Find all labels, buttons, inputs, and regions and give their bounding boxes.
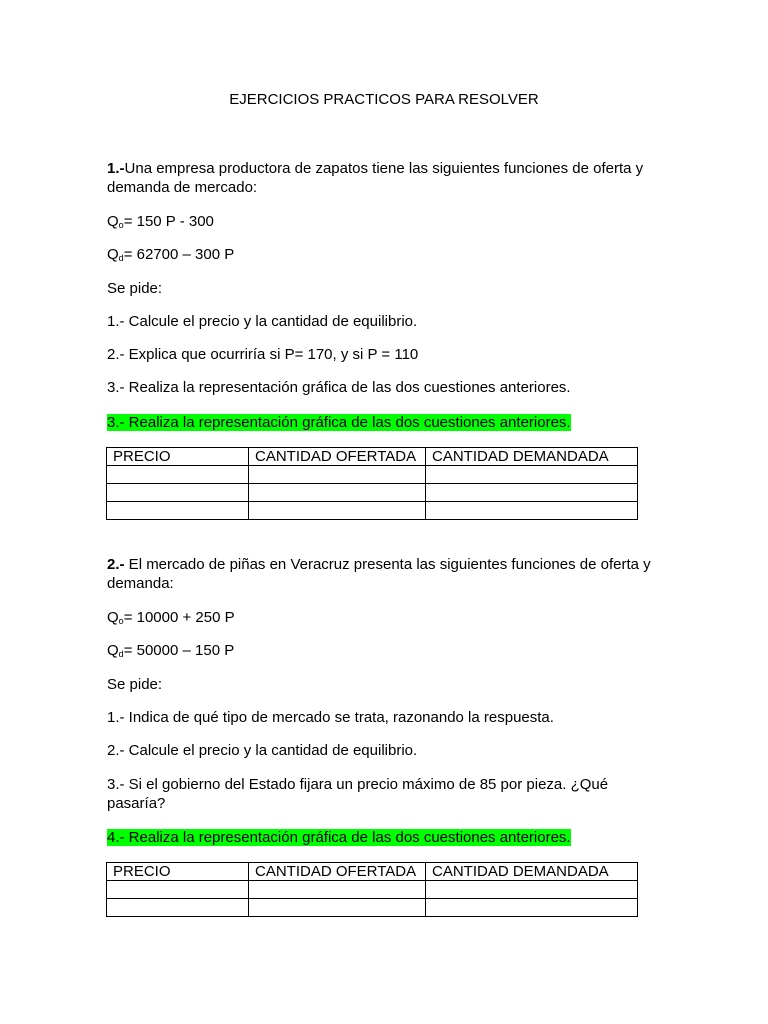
exercise-2-statement	[107, 555, 667, 593]
table-cell[interactable]	[249, 899, 426, 917]
exercise-2-se-pide: Se pide:	[107, 676, 163, 693]
exercise-1-demand-function	[107, 245, 234, 268]
exercise-1-text: Una empresa productora de zapatos tiene las siguientes funciones de oferta y demanda de mercado:	[107, 160, 644, 196]
exercise-2-demand-function	[107, 641, 234, 664]
header-cantidad-demandada: CANTIDAD DEMANDADA	[426, 863, 638, 881]
exercise-2-highlighted-question	[107, 828, 571, 847]
exercise-1-statement	[107, 159, 667, 197]
exercise-2-supply-function	[107, 608, 235, 631]
table-header-row	[107, 863, 638, 881]
table-header-row	[107, 448, 638, 466]
table-row	[107, 881, 638, 899]
exercise-1-number: 1.-	[107, 160, 125, 177]
header-precio: PRECIO	[107, 863, 249, 881]
table-row	[107, 502, 638, 520]
table-cell[interactable]	[107, 466, 249, 484]
exercise-2-question-2: 2.- Calcule el precio y la cantidad de equilibrio.	[107, 742, 418, 759]
supply-expression: = 150 P - 300	[123, 213, 214, 230]
exercise-1-table	[106, 447, 638, 520]
table-cell[interactable]	[426, 899, 638, 917]
exercise-1-question-3: 3.- Realiza la representación gráfica de las dos cuestiones anteriores.	[107, 379, 571, 396]
demand-q: Q	[107, 246, 119, 263]
table-row	[107, 899, 638, 917]
exercise-2-question-3: 3.- Si el gobierno del Estado fijara un precio máximo de 85 por pieza. ¿Qué pasaría?	[107, 776, 609, 812]
demand-expression: = 50000 – 150 P	[123, 642, 235, 659]
supply-subscript: o	[118, 220, 124, 230]
table-cell[interactable]	[107, 484, 249, 502]
table-cell[interactable]	[249, 502, 426, 520]
header-cantidad-demandada: CANTIDAD DEMANDADA	[426, 448, 638, 466]
exercise-2-text: El mercado de piñas en Veracruz presenta las siguientes funciones de oferta y demanda:	[107, 556, 651, 592]
table-cell[interactable]	[249, 466, 426, 484]
exercise-1-question-2: 2.- Explica que ocurriría si P= 170, y si P = 110	[107, 346, 419, 363]
table-cell[interactable]	[426, 484, 638, 502]
supply-subscript: o	[118, 616, 124, 626]
demand-subscript: d	[118, 649, 124, 659]
exercise-1-highlighted-question	[107, 413, 571, 432]
exercise-2-question-1: 1.- Indica de qué tipo de mercado se trata, razonando la respuesta.	[107, 709, 554, 726]
table-cell[interactable]	[426, 881, 638, 899]
supply-expression: = 10000 + 250 P	[123, 609, 235, 626]
table-cell[interactable]	[107, 881, 249, 899]
demand-q: Q	[107, 642, 119, 659]
exercise-1-supply-function	[107, 212, 214, 235]
exercise-2-number: 2.-	[107, 556, 125, 573]
supply-q: Q	[107, 213, 119, 230]
table-row	[107, 484, 638, 502]
exercise-1-question-1: 1.- Calcule el precio y la cantidad de equilibrio.	[107, 313, 418, 330]
table-cell[interactable]	[426, 502, 638, 520]
highlight-text: 4.- Realiza la representación gráfica de las dos cuestiones anteriores.	[107, 829, 571, 846]
header-precio: PRECIO	[107, 448, 249, 466]
table-cell[interactable]	[426, 466, 638, 484]
exercise-2-table	[106, 862, 638, 917]
table-cell[interactable]	[249, 881, 426, 899]
page-title: EJERCICIOS PRACTICOS PARA RESOLVER	[229, 91, 539, 108]
table-cell[interactable]	[249, 484, 426, 502]
header-cantidad-ofertada: CANTIDAD OFERTADA	[249, 448, 426, 466]
highlight-text: 3.- Realiza la representación gráfica de las dos cuestiones anteriores.	[107, 414, 571, 431]
header-cantidad-ofertada: CANTIDAD OFERTADA	[249, 863, 426, 881]
supply-q: Q	[107, 609, 119, 626]
table-cell[interactable]	[107, 899, 249, 917]
table-row	[107, 466, 638, 484]
exercise-1-se-pide: Se pide:	[107, 280, 163, 297]
demand-subscript: d	[118, 253, 124, 263]
table-cell[interactable]	[107, 502, 249, 520]
demand-expression: = 62700 – 300 P	[123, 246, 235, 263]
